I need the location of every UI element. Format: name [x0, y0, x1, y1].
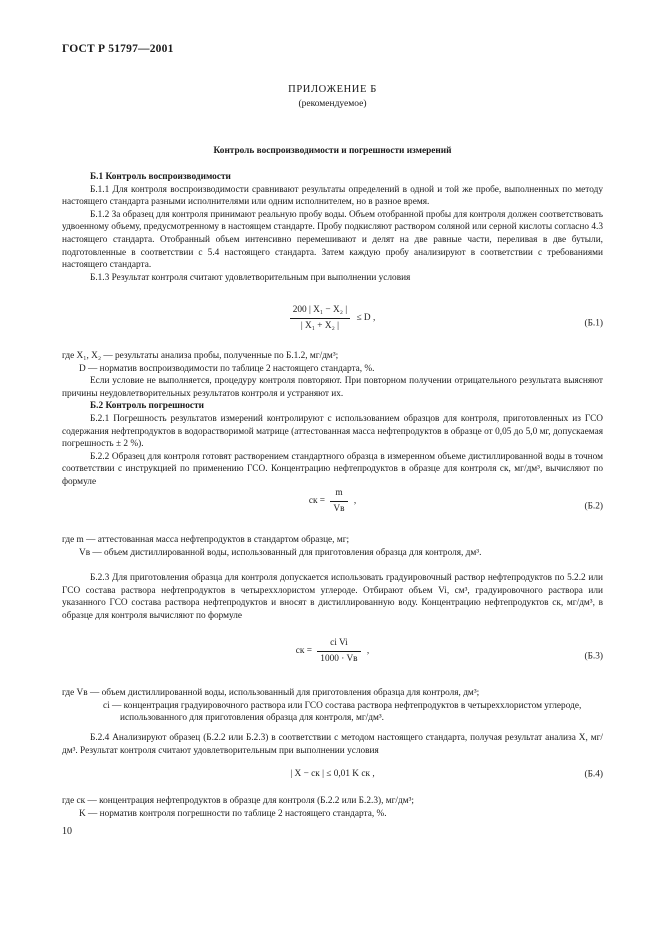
equation-b2-fraction	[330, 487, 347, 515]
where-b3-2: ci — концентрация градуировочного раствора или ГСО состава раствора нефтепродуктов в четыреххлористом углероде, использованного для приготовления образца для контроля, мг/дм³.	[103, 700, 582, 724]
section-heading-b1: Б.1 Контроль воспроизводимости	[90, 172, 231, 182]
section-heading-b2: Б.2 Контроль погрешности	[90, 401, 204, 412]
equation-b4-formula: | X − cк | ≤ 0,01 K cк ,	[290, 769, 375, 779]
paragraph-b1-1: Б.1.1 Для контроля воспроизводимости сравнивают результаты определений в одной и той же пробе, выполненных по методу настоящего стандарта разными исполнителями или одним исполнителем, но в разное время.	[62, 184, 603, 208]
paragraph-b2-4: Б.2.4 Анализируют образец (Б.2.2 или Б.2.3) в соответствии с методом настоящего стандарта, получая результат анализа X, мг/дм³. Результат контроля считают удовлетворительным при выполнении условия	[62, 733, 603, 756]
equation-b3-denominator: 1000 · Vв	[320, 653, 358, 664]
equation-b2	[62, 487, 603, 527]
equation-b4-number: (Б.4)	[584, 769, 603, 780]
equation-b1-number: (Б.1)	[584, 318, 603, 329]
paragraph-b1-3: Б.1.3 Результат контроля считают удовлетворительным при выполнении условия	[90, 272, 411, 283]
section-b3-where	[62, 687, 603, 725]
section-b4-where	[62, 795, 603, 820]
paragraph-b2-3: Б.2.3 Для приготовления образца для контроля допускается использовать градуировочный раствор нефтепродуктов по 5.2.2 или ГСО состава раствора нефтепродуктов в четыреххлористом углероде. Отбирают объем Vi, см³, градуировочного раствора или указанного ГСО состава раствора нефтепродуктов и вносят в дистиллированную воду. Концентрацию нефтепродуктов cк, мг/дм³, в образце для контроля вычисляют по формуле	[62, 573, 603, 621]
section-b1-where	[62, 350, 603, 489]
page-number: 10	[62, 826, 72, 837]
equation-b1-rhs: ≤ D ,	[356, 312, 376, 323]
equation-b1	[62, 304, 603, 344]
paragraph-b2-1: Б.2.1 Погрешность результатов измерений контролируют с использованием образцов для контроля, приготовленных из ГСО содержания нефтепродуктов в водорастворимой матрице (аттестованная масса нефтепродуктов в образце от 0,05 до 5,0 мг, допускаемая погрешность ± 2 %).	[62, 413, 603, 450]
appendix-subtitle: (рекомендуемое)	[298, 99, 367, 109]
main-title: Контроль воспроизводимости и погрешности измерений	[213, 146, 452, 156]
where-b1-1: где X₁, X₂ — результаты анализа пробы, полученные по Б.1.2, мг/дм³;	[62, 351, 339, 361]
equation-b3-number: (Б.3)	[584, 651, 603, 662]
section-b2-3-text	[62, 572, 603, 622]
section-b1-text	[62, 171, 603, 284]
equation-b3-fraction	[317, 637, 360, 665]
equation-b3-numerator: ci Vi	[317, 637, 360, 652]
where-b1-2: D — норматив воспроизводимости по таблице 2 настоящего стандарта, %.	[79, 363, 375, 374]
equation-b1-fraction	[290, 304, 350, 332]
standard-header: ГОСТ Р 51797—2001	[62, 43, 174, 55]
paragraph-b2-2: Б.2.2 Образец для контроля готовят растворением стандартного образца в измеренном объеме дистиллированной воды в точном соответствии с инструкцией по применению ГСО. Концентрацию нефтепродуктов в образце для контроля cк, мг/дм³, вычисляют по формуле	[62, 451, 603, 487]
equation-b2-number: (Б.2)	[584, 501, 603, 512]
where-b4-1: где cк — концентрация нефтепродуктов в образце для контроля (Б.2.2 или Б.2.3), мг/дм³;	[62, 796, 414, 806]
equation-b2-numerator: m	[330, 487, 347, 502]
equation-b1-numerator: 200 | X₁ − X₂ |	[290, 304, 350, 319]
where-b3-1: где Vв — объем дистиллированной воды, использованный для приготовления образца для контроля, дм³;	[62, 688, 480, 698]
section-b2-where	[62, 534, 603, 559]
where-b4-2: K — норматив контроля погрешности по таблице 2 настоящего стандарта, %.	[79, 808, 387, 819]
paragraph-b1-2: Б.1.2 За образец для контроля принимают реальную пробу воды. Объем отобранной пробы для контроля должен соответствовать удвоенному объему, предусмотренному в настоящем стандарте. Пробу подкисляют раствором соляной или серной кислоты согласно 4.3 настоящего стандарта. Отобранный объем интенсивно перемешивают и делят на две равные части, переливая в две бутыли, подготовленные в соответствии с 5.4 настоящего стандарта. Затем каждую пробу анализируют в соответствии с требованиями настоящего стандарта.	[62, 209, 603, 271]
equation-b3-rhs: ,	[366, 645, 370, 656]
where-b2-1: где m — аттестованная масса нефтепродуктов в стандартом образце, мг;	[62, 535, 350, 545]
equation-b2-denominator: Vв	[333, 503, 345, 514]
equation-b3	[62, 637, 603, 677]
equation-b1-denominator: | X₁ + X₂ |	[300, 320, 340, 331]
paragraph-b1-4: Если условие не выполняется, процедуру контроля повторяют. При повторном получении отрицательного результата выясняют причины неудовлетворительных результатов контроля и устраняют их.	[62, 376, 603, 399]
equation-b2-rhs: ,	[353, 495, 357, 506]
section-b2-4-text	[62, 732, 603, 757]
equation-b4	[62, 762, 603, 788]
equation-b3-lhs: cк =	[295, 645, 312, 656]
where-b2-2: Vв — объем дистиллированной воды, использованный для приготовления образца для контроля, дм³.	[79, 547, 482, 558]
appendix-title: ПРИЛОЖЕНИЕ Б	[288, 84, 377, 95]
equation-b2-lhs: cк =	[308, 495, 326, 506]
